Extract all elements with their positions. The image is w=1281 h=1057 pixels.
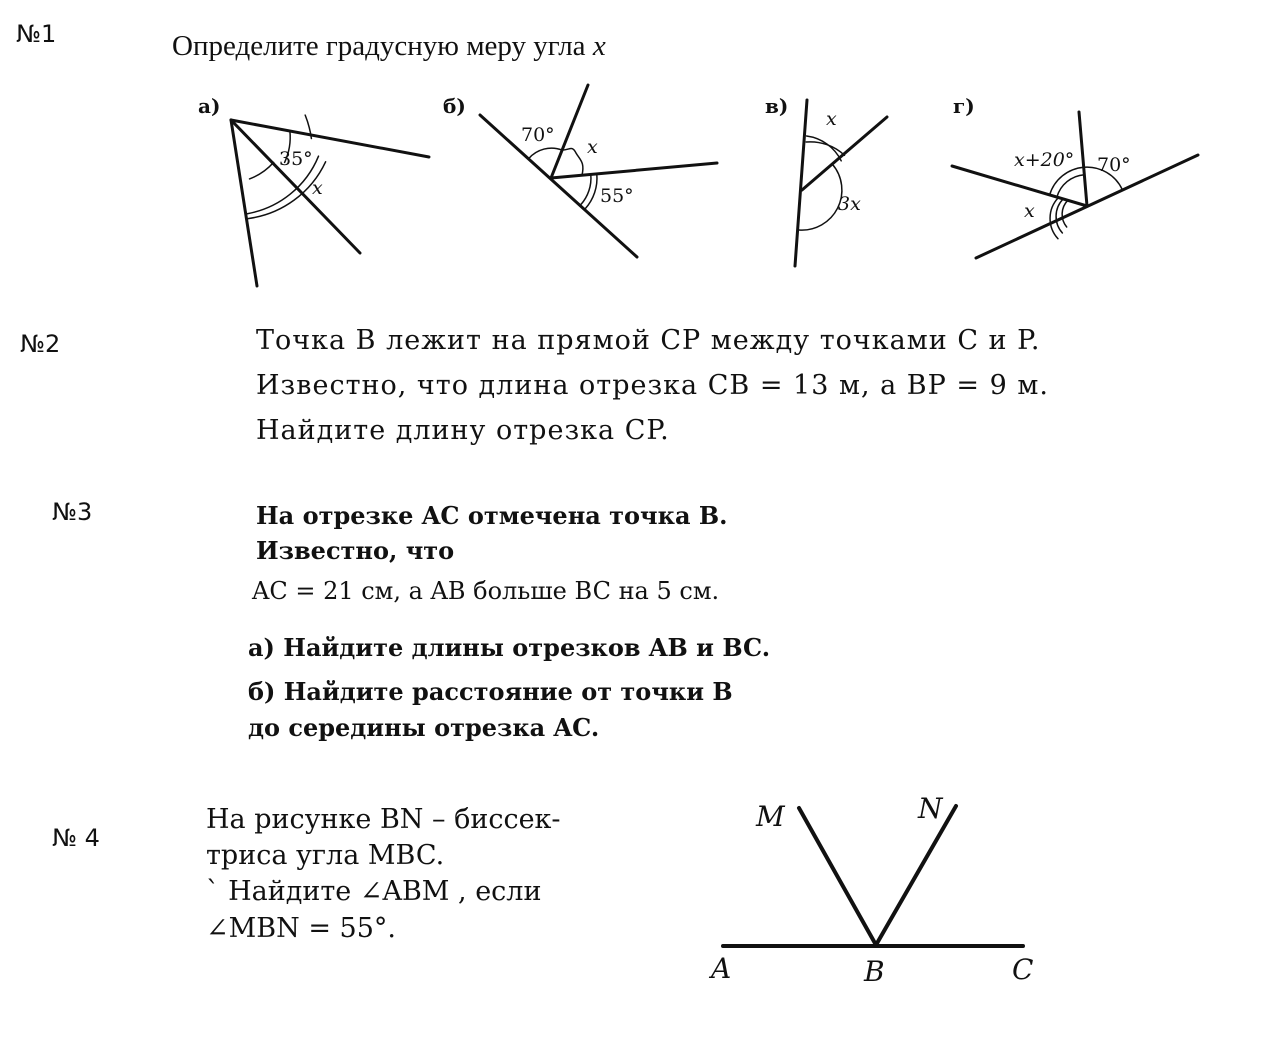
task3-line4: а) Найдите длины отрезков AB и BC. bbox=[248, 633, 771, 662]
task4-line4: ∠MBN = 55°. bbox=[206, 913, 396, 944]
figure-a-angle-35: 35° bbox=[279, 148, 313, 170]
figure-g-angle-x20: x+20° bbox=[1014, 149, 1075, 171]
figure-b-angle-x: x bbox=[587, 136, 598, 158]
task4-number: № 4 bbox=[52, 824, 100, 852]
figure-g-label: г) bbox=[953, 94, 975, 118]
task4-line1: На рисунке BN – биссек- bbox=[206, 804, 561, 835]
figure-v-angle-3x: 3x bbox=[838, 193, 861, 215]
figure-b-angle-55: 55° bbox=[600, 185, 634, 207]
task2-line1: Точка B лежит на прямой CP между точками C и P. bbox=[256, 325, 1041, 356]
task2-line3: Найдите длину отрезка CP. bbox=[256, 415, 670, 446]
ray-bm bbox=[799, 808, 876, 945]
point-m-label: M bbox=[756, 800, 785, 833]
task4-line3: ` Найдите ∠ABM , если bbox=[206, 876, 542, 907]
figure-b-label: б) bbox=[443, 94, 466, 118]
task3-number: №3 bbox=[52, 498, 93, 526]
figure-g-angle-x: x bbox=[1024, 200, 1035, 222]
task4-line2: триса угла MBC. bbox=[206, 840, 445, 871]
task1-title-text: Определите градусную меру угла bbox=[172, 30, 593, 62]
point-b-label: B bbox=[864, 955, 885, 988]
point-n-label: N bbox=[918, 792, 943, 825]
figure-a-label: а) bbox=[198, 94, 221, 118]
ray-bn bbox=[876, 806, 956, 945]
task3-line6: до середины отрезка AC. bbox=[248, 713, 600, 742]
task3-line5: б) Найдите расстояние от точки B bbox=[248, 677, 733, 706]
task3-line2: Известно, что bbox=[256, 536, 455, 565]
point-c-label: C bbox=[1012, 953, 1034, 986]
figure-b-angle-70: 70° bbox=[521, 124, 555, 146]
figure-a-angle-x: x bbox=[312, 177, 323, 199]
figure-g-angle-70: 70° bbox=[1097, 154, 1131, 176]
task1-number: №1 bbox=[16, 20, 57, 48]
task2-number: №2 bbox=[20, 330, 61, 358]
task2-line2: Известно, что длина отрезка CB = 13 м, а BP = 9 м. bbox=[256, 370, 1049, 401]
task3-line3: AC = 21 см, а AB больше BC на 5 см. bbox=[252, 577, 720, 605]
task3-line1: На отрезке AC отмечена точка B. bbox=[256, 501, 728, 530]
figure-v-angle-x: x bbox=[826, 108, 837, 130]
figure-v-label: в) bbox=[765, 94, 789, 118]
task1-title-var: x bbox=[592, 30, 606, 62]
point-a-label: A bbox=[711, 952, 732, 985]
